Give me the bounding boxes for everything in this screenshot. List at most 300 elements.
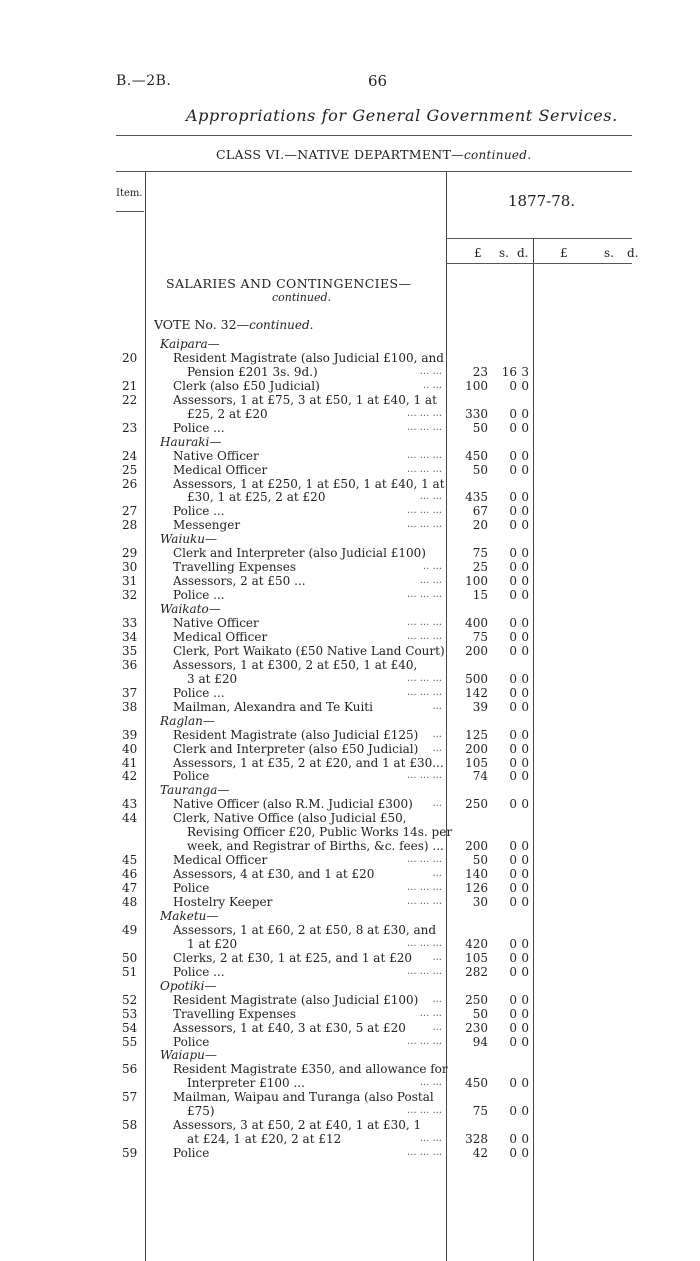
district-heading-row <box>0 337 700 351</box>
leader-dots: ... <box>432 798 442 810</box>
leader-dots: ... <box>432 742 442 754</box>
leader-dots: ... ... ... <box>407 421 442 433</box>
table-row <box>0 574 700 588</box>
item-description: Assessors, 1 at £300, 2 at £50, 1 at £40, <box>173 657 418 672</box>
amount-shillings: 0 <box>509 1076 517 1091</box>
district-name: Waikato— <box>160 602 221 617</box>
table-row <box>0 1021 700 1035</box>
amount-pence: 0 <box>521 950 529 965</box>
leader-dots: ... ... ... <box>407 854 442 866</box>
leader-dots: ... ... ... <box>407 519 442 531</box>
table-row <box>0 407 700 421</box>
amount-pounds: 200 <box>465 839 488 854</box>
leader-dots: ... <box>432 993 442 1005</box>
amount-shillings: 0 <box>509 629 517 644</box>
amount-pence: 0 <box>521 964 529 979</box>
leader-dots: ... ... ... <box>407 882 442 894</box>
district-heading-row <box>0 909 700 923</box>
amount-pounds: 400 <box>465 616 488 630</box>
item-description: Assessors, 3 at £50, 2 at £40, 1 at £30, 1 <box>173 1118 422 1133</box>
amount-shillings: 0 <box>509 574 517 589</box>
table-row <box>0 867 700 881</box>
amount-pence: 0 <box>521 741 529 756</box>
amount-shillings: 0 <box>509 420 517 435</box>
table-row <box>0 769 700 783</box>
amount-pounds: 74 <box>472 769 488 784</box>
table-row <box>0 811 700 825</box>
amount-shillings: 16 <box>501 364 517 379</box>
table-row <box>0 518 700 532</box>
year-column-header: 1877-78. <box>508 192 576 210</box>
district-name: Kaipara— <box>160 337 220 351</box>
amount-pence: 0 <box>521 853 529 868</box>
leader-dots: ... ... ... <box>407 770 442 782</box>
item-number: 55 <box>122 1034 138 1049</box>
leader-dots: ... <box>432 868 442 880</box>
amount-pounds: 126 <box>465 881 488 896</box>
table-row <box>0 1007 700 1021</box>
amount-pounds: 50 <box>472 420 488 435</box>
table-row <box>0 449 700 463</box>
amount-shillings: 0 <box>509 1020 517 1035</box>
amount-shillings: 0 <box>509 797 517 812</box>
item-description: Travelling Expenses <box>173 560 296 575</box>
amount-pence: 0 <box>521 1076 529 1091</box>
amount-pounds: 42 <box>472 1146 488 1161</box>
table-row <box>0 616 700 630</box>
amount-shillings: 0 <box>509 1132 517 1147</box>
item-description: Assessors, 1 at £35, 2 at £20, and 1 at £30... <box>173 755 444 770</box>
pence-header-2: d. <box>627 246 639 260</box>
amount-shillings: 0 <box>509 964 517 979</box>
amount-pounds: 67 <box>472 504 488 519</box>
amount-pounds: 100 <box>465 378 488 393</box>
table-row <box>0 993 700 1007</box>
item-number: 20 <box>122 350 138 365</box>
leader-dots: ... <box>432 728 442 740</box>
amount-pounds: 105 <box>465 755 488 770</box>
shillings-header-2: s. <box>604 246 614 260</box>
shillings-header: s. <box>499 246 509 260</box>
amount-pounds: 250 <box>465 797 488 812</box>
document-reference: B.—2B. <box>116 73 172 89</box>
table-row <box>0 797 700 811</box>
leader-dots: ... ... <box>419 365 442 377</box>
amount-pence: 0 <box>521 1104 529 1119</box>
amount-pence: 0 <box>521 881 529 896</box>
amount-pence: 0 <box>521 643 529 658</box>
amount-shillings: 0 <box>509 741 517 756</box>
item-description: Police <box>173 1146 210 1161</box>
item-description: Police ... <box>173 504 225 519</box>
amount-pounds: 50 <box>472 853 488 868</box>
amount-pounds: 435 <box>465 490 488 505</box>
item-description: £75) <box>187 1104 215 1119</box>
item-description: Revising Officer £20, Public Works 14s. per <box>187 825 453 840</box>
item-description: Medical Officer <box>173 853 268 868</box>
amount-pence: 0 <box>521 546 529 561</box>
amount-shillings: 0 <box>509 588 517 603</box>
item-number: 56 <box>122 1062 138 1077</box>
leader-dots: ... ... ... <box>407 1105 442 1117</box>
item-description: week, and Registrar of Births, &c. fees) ... <box>187 839 444 854</box>
amount-pence: 0 <box>521 588 529 603</box>
amount-shillings: 0 <box>509 895 517 909</box>
item-description: Assessors, 1 at £75, 3 at £50, 1 at £40, 1 at <box>173 392 437 407</box>
item-description: Travelling Expenses <box>173 1006 296 1021</box>
item-number: 38 <box>122 699 138 714</box>
table-row <box>0 1035 700 1049</box>
amount-pounds: 15 <box>472 588 488 603</box>
table-row <box>0 658 700 672</box>
amount-shillings: 0 <box>509 950 517 965</box>
item-number: 25 <box>122 462 138 477</box>
item-number: 45 <box>122 853 138 868</box>
item-column-header: Item. <box>116 188 143 199</box>
amount-shillings: 0 <box>509 1146 517 1161</box>
amount-pence: 0 <box>521 1020 529 1035</box>
amount-pounds: 328 <box>465 1132 488 1147</box>
item-description: Clerks, 2 at £30, 1 at £25, and 1 at £20 <box>173 950 412 965</box>
item-description: 3 at £20 <box>187 671 238 686</box>
pence-header: d. <box>517 246 529 260</box>
table-row <box>0 1076 700 1090</box>
item-number: 43 <box>122 797 138 812</box>
table-row <box>0 686 700 700</box>
amount-pence: 0 <box>521 727 529 742</box>
table-row <box>0 700 700 714</box>
amount-shillings: 0 <box>509 448 517 463</box>
table-row <box>0 1104 700 1118</box>
item-number: 50 <box>122 950 138 965</box>
item-description: Police <box>173 1034 210 1049</box>
amount-pence: 0 <box>521 755 529 770</box>
amount-pounds: 50 <box>472 1006 488 1021</box>
item-number: 27 <box>122 504 138 519</box>
table-row <box>0 393 700 407</box>
item-description: Medical Officer <box>173 629 268 644</box>
item-description: Clerk and Interpreter (also £50 Judicial) <box>173 741 419 756</box>
item-description: Medical Officer <box>173 462 268 477</box>
amount-pounds: 75 <box>472 629 488 644</box>
table-row <box>0 351 700 365</box>
amount-pence: 0 <box>521 992 529 1007</box>
amount-pence: 0 <box>521 1034 529 1049</box>
item-number: 36 <box>122 657 138 672</box>
item-description: at £24, 1 at £20, 2 at £12 <box>187 1132 342 1147</box>
leader-dots: ... ... ... <box>407 1035 442 1047</box>
table-row <box>0 742 700 756</box>
leader-dots: ... ... ... <box>407 1147 442 1159</box>
leader-dots: ... ... ... <box>407 630 442 642</box>
table-row <box>0 756 700 770</box>
amount-shillings: 0 <box>509 685 517 700</box>
item-number: 31 <box>122 574 138 589</box>
table-row <box>0 951 700 965</box>
amount-shillings: 0 <box>509 406 517 421</box>
rule-header <box>116 171 632 172</box>
item-number: 46 <box>122 867 138 882</box>
amount-pence: 0 <box>521 936 529 951</box>
amount-pounds: 250 <box>465 992 488 1007</box>
amount-shillings: 0 <box>509 867 517 882</box>
table-row <box>0 365 700 379</box>
table-row <box>0 965 700 979</box>
amount-pounds: 200 <box>465 643 488 658</box>
amount-pounds: 39 <box>472 699 488 714</box>
district-heading-row <box>0 783 700 797</box>
amount-pence: 0 <box>521 671 529 686</box>
item-number: 58 <box>122 1118 138 1133</box>
table-row <box>0 895 700 909</box>
table-row <box>0 825 700 839</box>
amount-pounds: 230 <box>465 1020 488 1035</box>
amount-shillings: 0 <box>509 378 517 393</box>
district-name: Raglan— <box>160 713 215 728</box>
amount-shillings: 0 <box>509 839 517 854</box>
item-description: Messenger <box>173 518 241 533</box>
item-description: Hostelry Keeper <box>173 895 273 909</box>
amount-shillings: 0 <box>509 853 517 868</box>
leader-dots: ... ... ... <box>407 672 442 684</box>
leader-dots: ... ... ... <box>407 617 442 628</box>
district-name: Maketu— <box>160 908 219 923</box>
item-description: Resident Magistrate (also Judicial £125) <box>173 727 419 742</box>
item-number: 54 <box>122 1020 138 1035</box>
amount-pence: 0 <box>521 699 529 714</box>
amount-shillings: 0 <box>509 1034 517 1049</box>
item-number: 28 <box>122 518 138 533</box>
amount-pence: 0 <box>521 839 529 854</box>
table-row <box>0 881 700 895</box>
item-description: Interpreter £100 ... <box>187 1076 305 1091</box>
item-description: £30, 1 at £25, 2 at £20 <box>187 490 326 505</box>
amount-pounds: 140 <box>465 867 488 882</box>
amount-pence: 0 <box>521 448 529 463</box>
item-number: 42 <box>122 769 138 784</box>
amount-pounds: 23 <box>472 364 488 379</box>
table-row <box>0 1090 700 1104</box>
item-description: Police <box>173 769 210 784</box>
item-description: Police ... <box>173 685 225 700</box>
table-row <box>0 379 700 393</box>
amount-pence: 0 <box>521 629 529 644</box>
amount-pounds: 25 <box>472 560 488 575</box>
class-heading: CLASS VI.—NATIVE DEPARTMENT—continued. <box>216 147 532 162</box>
item-number: 33 <box>122 616 138 630</box>
amount-pounds: 200 <box>465 741 488 756</box>
pounds-header: £ <box>474 246 482 260</box>
leader-dots: .. ... <box>422 379 442 391</box>
table-row <box>0 1146 700 1160</box>
table-row <box>0 588 700 602</box>
rule-top <box>116 135 632 136</box>
amount-pence: 0 <box>521 518 529 533</box>
item-description: Native Officer <box>173 616 259 630</box>
item-description: Assessors, 1 at £60, 2 at £50, 8 at £30, and <box>173 922 437 937</box>
leader-dots: ... ... ... <box>407 407 442 419</box>
amount-pounds: 20 <box>472 518 488 533</box>
item-description: Police ... <box>173 588 225 603</box>
leader-dots: ... ... ... <box>407 449 442 461</box>
leader-dots: ... ... ... <box>407 463 442 475</box>
amount-pence: 0 <box>521 504 529 519</box>
item-description: Police ... <box>173 964 225 979</box>
page-title: Appropriations for General Government Services. <box>186 106 618 125</box>
amount-pence: 0 <box>521 1006 529 1021</box>
amount-pounds: 94 <box>472 1034 488 1049</box>
amount-shillings: 0 <box>509 992 517 1007</box>
table-row <box>0 1118 700 1132</box>
district-name: Waiuku— <box>160 532 218 547</box>
item-description: Mailman, Alexandra and Te Kuiti <box>173 699 373 714</box>
leader-dots: ... ... ... <box>407 686 442 698</box>
table-row <box>0 728 700 742</box>
item-description: Clerk (also £50 Judicial) <box>173 378 320 393</box>
amount-pounds: 282 <box>465 964 488 979</box>
amount-pounds: 330 <box>465 406 488 421</box>
district-name: Opotiki— <box>160 978 217 993</box>
leader-dots: ... ... ... <box>407 937 442 949</box>
item-number: 52 <box>122 992 138 1007</box>
item-description: Resident Magistrate £350, and allowance for <box>173 1062 448 1077</box>
leader-dots: ... <box>432 1021 442 1033</box>
amount-pence: 0 <box>521 462 529 477</box>
item-number: 49 <box>122 922 138 937</box>
amount-shillings: 0 <box>509 462 517 477</box>
item-number: 48 <box>122 895 138 909</box>
table-row <box>0 1062 700 1076</box>
leader-dots: ... <box>432 951 442 963</box>
leader-dots: ... ... ... <box>407 505 442 517</box>
amount-pence: 0 <box>521 1146 529 1161</box>
amount-shillings: 0 <box>509 643 517 658</box>
item-description: Clerk and Interpreter (also Judicial £100) <box>173 546 426 561</box>
district-heading-row <box>0 602 700 616</box>
leader-dots: ... <box>432 700 442 712</box>
amount-pence: 0 <box>521 685 529 700</box>
amount-pounds: 75 <box>472 1104 488 1119</box>
item-number: 35 <box>122 643 138 658</box>
item-number: 37 <box>122 685 138 700</box>
leader-dots: ... ... <box>419 491 442 503</box>
amount-shillings: 0 <box>509 936 517 951</box>
page-number: 66 <box>368 72 388 90</box>
item-number: 32 <box>122 588 138 603</box>
leader-dots: ... ... ... <box>407 965 442 977</box>
amount-shillings: 0 <box>509 671 517 686</box>
amount-pence: 0 <box>521 797 529 812</box>
item-description: Pension £201 3s. 9d.) <box>187 364 318 379</box>
item-number: 24 <box>122 448 138 463</box>
amount-pence: 0 <box>521 406 529 421</box>
amount-pounds: 50 <box>472 462 488 477</box>
item-description: Clerk, Port Waikato (£50 Native Land Court) <box>173 643 445 658</box>
item-number: 39 <box>122 727 138 742</box>
year-rule <box>446 238 632 239</box>
item-number: 59 <box>122 1146 138 1161</box>
table-row <box>0 504 700 518</box>
leader-dots: .. ... <box>422 561 442 573</box>
amount-pence: 0 <box>521 574 529 589</box>
item-number: 40 <box>122 741 138 756</box>
item-description: Resident Magistrate (also Judicial £100) <box>173 992 419 1007</box>
pounds-header-2: £ <box>560 246 568 260</box>
table-row <box>0 923 700 937</box>
item-description: Assessors, 1 at £250, 1 at £50, 1 at £40, 1 at <box>173 476 445 491</box>
amount-shillings: 0 <box>509 490 517 505</box>
amount-shillings: 0 <box>509 504 517 519</box>
table-row <box>0 853 700 867</box>
leader-dots: ... ... <box>419 1133 442 1145</box>
item-description: Police ... <box>173 420 225 435</box>
item-description: Assessors, 2 at £50 ... <box>173 574 306 589</box>
district-heading-row <box>0 1048 700 1062</box>
section-heading-continued: continued. <box>272 291 332 304</box>
amount-pence: 0 <box>521 895 529 909</box>
leader-dots: ... ... <box>419 1077 442 1089</box>
amount-shillings: 0 <box>509 546 517 561</box>
item-description: 1 at £20 <box>187 936 238 951</box>
amount-pounds: 450 <box>465 1076 488 1091</box>
table-row <box>0 937 700 951</box>
amount-shillings: 0 <box>509 755 517 770</box>
item-header-rule <box>116 211 144 212</box>
amount-shillings: 0 <box>509 616 517 630</box>
amount-shillings: 0 <box>509 769 517 784</box>
table-row <box>0 560 700 574</box>
item-description: Assessors, 4 at £30, and 1 at £20 <box>173 867 375 882</box>
district-name: Tauranga— <box>160 783 230 798</box>
leader-dots: ... ... ... <box>407 896 442 907</box>
item-number: 23 <box>122 420 138 435</box>
item-number: 26 <box>122 476 138 491</box>
section-heading: SALARIES AND CONTINGENCIES— <box>166 276 412 291</box>
amount-pounds: 30 <box>472 895 488 909</box>
district-name: Hauraki— <box>160 434 222 449</box>
item-number: 44 <box>122 811 138 826</box>
amount-shillings: 0 <box>509 881 517 896</box>
item-number: 51 <box>122 964 138 979</box>
amount-pence: 0 <box>521 490 529 505</box>
amount-pence: 0 <box>521 616 529 630</box>
item-number: 29 <box>122 546 138 561</box>
item-number: 30 <box>122 560 138 575</box>
amount-pence: 0 <box>521 560 529 575</box>
amount-pounds: 420 <box>465 936 488 951</box>
item-description: Clerk, Native Office (also Judicial £50, <box>173 811 407 826</box>
amount-pounds: 500 <box>465 671 488 686</box>
table-row <box>0 644 700 658</box>
item-number: 41 <box>122 755 138 770</box>
item-number: 22 <box>122 392 138 407</box>
vote-heading: VOTE No. 32—continued. <box>154 317 314 332</box>
item-number: 53 <box>122 1006 138 1021</box>
amount-shillings: 0 <box>509 1006 517 1021</box>
table-row <box>0 839 700 853</box>
amount-shillings: 0 <box>509 1104 517 1119</box>
item-description: Resident Magistrate (also Judicial £100, and <box>173 350 444 365</box>
table-row <box>0 463 700 477</box>
item-number: 21 <box>122 378 138 393</box>
district-heading-row <box>0 532 700 546</box>
item-number: 47 <box>122 881 138 896</box>
district-heading-row <box>0 979 700 993</box>
item-description: £25, 2 at £20 <box>187 406 268 421</box>
amount-pounds: 142 <box>465 685 488 700</box>
amount-pence: 0 <box>521 1132 529 1147</box>
amount-pounds: 105 <box>465 950 488 965</box>
